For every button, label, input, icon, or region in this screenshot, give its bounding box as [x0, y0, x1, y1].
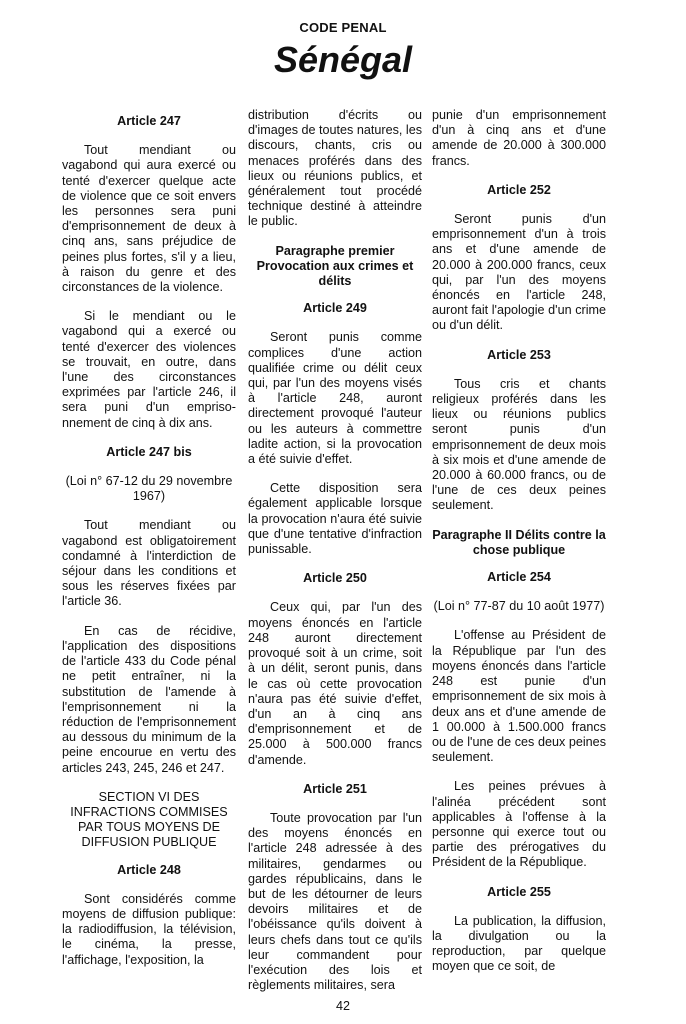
code-title: CODE PENAL — [299, 20, 387, 35]
article-250-title: Article 250 — [303, 571, 367, 586]
article-252-title: Article 252 — [487, 182, 551, 197]
article-248-title: Article 248 — [117, 862, 181, 877]
article-249-paragraph: Seront punis comme complices d'une action qualifiée crime ou délit ceux qui, par l'un des moyens visés à l'article 248, auront directement provoqué l'auteur ou les auteurs à commettre ladite action, si la provocation a été suivie d'effet. — [248, 330, 422, 467]
article-247bis-paragraph: En cas de récidive, l'application des dispositions de l'article 433 du Code pénal ne petit entraîner, ni la substitution de l'amende à l'emprisonnement ni la réduction de l'emprisonnement au dessous du minimum de la peine encourue en vertu des articles 243, 245, 246 et 247. — [62, 623, 236, 775]
law-reference: (Loi n° 77-87 du 10 août 1977) — [433, 599, 605, 614]
article-254-paragraph: Les peines prévues à l'alinéa précédent sont applicables à l'offense à la personne qui exerce tout ou partie des prérogatives du Président de la République. — [432, 779, 606, 870]
page-header — [0, 20, 686, 79]
article-250-paragraph: Ceux qui, par l'un des moyens énoncés en l'article 248 auront directement provoqué soit à un crime, soit à un délit, seront punis, dans le cas où cette provocation n'aura pas été suivie d'effet, d'un an à cinq ans d'emprisonnement et de 25.000 à 500.000 francs d'amende. — [248, 600, 422, 767]
column-1 — [62, 108, 236, 982]
column-3 — [432, 108, 606, 989]
article-247-paragraph: Tout mendiant ou vagabond qui aura exercé ou tenté d'exercer quelque acte de violence que ce soit envers les personnes sera puni d'emprisonnement de deux à cinq ans, sans préjudice de peines plus fortes, s'il y a lieu, à raison du genre et des circonstances de la violence. — [62, 143, 236, 295]
paragraph-heading: Paragraphe II Délits contre la chose publique — [432, 527, 606, 557]
page-number: 42 — [335, 999, 350, 1013]
article-251-continuation: punie d'un emprisonnement d'un à cinq ans et d'une amende de 20.000 à 300.000 francs. — [432, 108, 606, 168]
article-253-paragraph: Tous cris et chants religieux proférés dans les lieux ou réunions publics seront punis d'un emprisonnement de deux mois à six mois et d'une amende de 20.000 à 60.000 francs, ou de l'une de ces deux peines seulement. — [432, 376, 606, 513]
article-247-paragraph: Si le mendiant ou le vagabond qui a exercé ou tenté d'exercer des violences se trouvait, en outre, dans l'une des circonstances exprimées par l'article 246, il sera puni d'un emprisonnement de cinq à dix ans. — [62, 309, 236, 430]
paragraph-heading: Paragraphe premier Provocation aux crimes et délits — [256, 243, 414, 289]
article-253-title: Article 253 — [487, 347, 551, 362]
article-252-paragraph: Seront punis d'un emprisonnement d'un à trois ans et d'une amende de 20.000 à 200.000 francs, ceux qui, par l'un des moyens énoncés en l'article 248, auront fait l'apologie d'un crime ou d'un délit. — [432, 212, 606, 333]
article-255-title: Article 255 — [487, 884, 551, 899]
article-251-title: Article 251 — [303, 781, 367, 796]
article-249-title: Article 249 — [303, 301, 367, 316]
article-254-title: Article 254 — [487, 570, 551, 585]
article-251-paragraph: Toute provocation par l'un des moyens énoncés en l'article 248 adressée à des militaires, gendarmes ou gardes républicains, dans le but de les détourner de leurs devoirs militaires et de l'obéissance qu'ils doivent à leurs chefs dans tout ce qu'ils leur commandent pour l'exécution des lois et règlements militaires, sera — [248, 810, 422, 993]
article-247bis-paragraph: Tout mendiant ou vagabond est obligatoirement condamné à l'interdiction de séjour dans les conditions et sous les réserves fixées par l'article 36. — [62, 518, 236, 609]
country-title: Sénégal — [273, 39, 413, 80]
article-248-continuation: distribution d'écrits ou d'images de toutes natures, les discours, chants, cris ou menaces proférés dans des lieux ou réunions publics, et généralement tout procédé technique destiné à atteindre le public. — [248, 108, 422, 229]
article-248-paragraph: Sont considérés comme moyens de diffusion publique: la radiodiffusion, la télévision, le cinéma, la presse, l'affichage, l'exposition, la — [62, 891, 236, 967]
column-2 — [248, 108, 422, 1007]
article-254-paragraph: L'offense au Président de la République par l'un des moyens énoncés dans l'article 248 est punie d'un emprisonnement de six mois à deux ans et d'une amende de 1 00.000 à 1.500.000 francs ou de l'une de ces deux peines seulement. — [432, 628, 606, 765]
article-249-paragraph: Cette disposition sera également applicable lorsque la provocation n'aura été suivie que d'une tentative d'infraction punissable. — [248, 481, 422, 557]
article-247-title: Article 247 — [117, 114, 181, 128]
section-heading: SECTION VI DES INFRACTIONS COMMISES PAR TOUS MOYENS DE DIFFUSION PUBLIQUE — [70, 789, 228, 850]
article-247bis-title: Article 247 bis — [106, 444, 192, 459]
law-reference: (Loi n° 67-12 du 29 novembre 1967) — [65, 474, 233, 504]
article-255-paragraph: La publication, la diffusion, la divulgation ou la reproduction, par quelque moyen que ce soit, de — [432, 913, 606, 974]
